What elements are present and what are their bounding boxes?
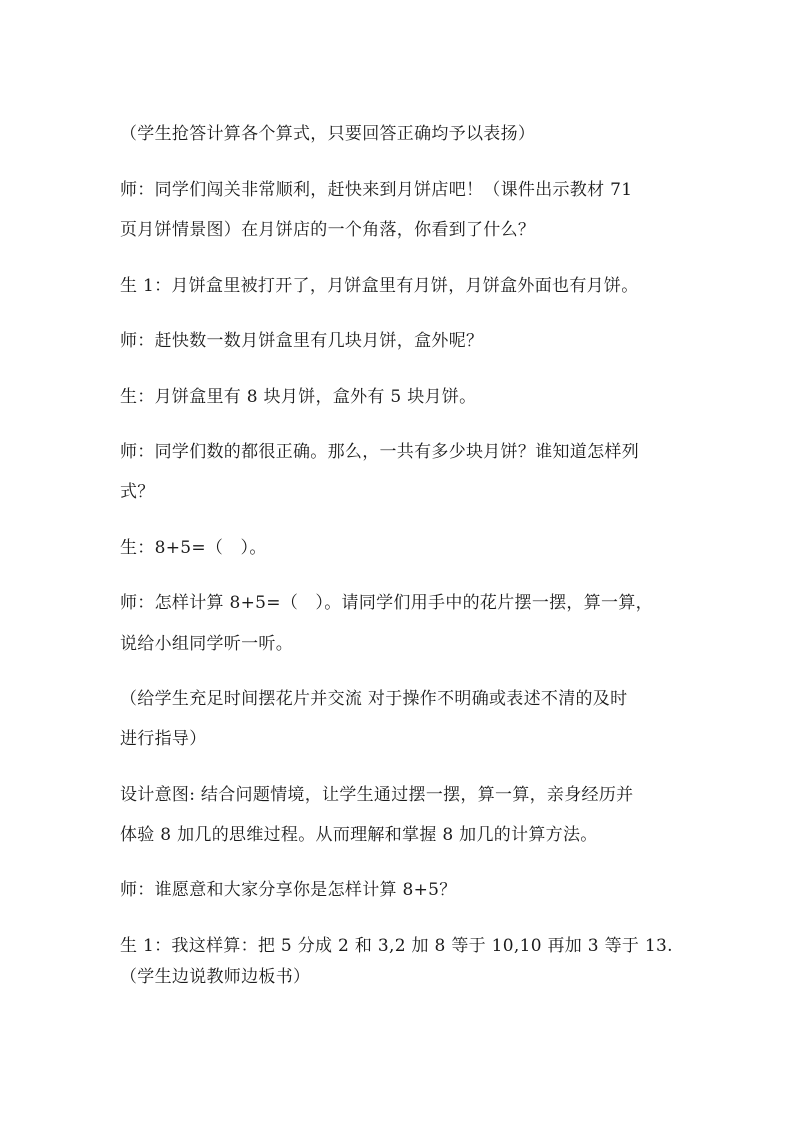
paragraph-student-answers-praise: （学生抢答计算各个算式，只要回答正确均予以表扬） (120, 124, 536, 144)
paragraph-teacher-total-question-line2: 式？ (120, 482, 155, 502)
paragraph-design-intent-line1: 设计意图: 结合问题情境，让学生通过摆一摆，算一算，亲身经历并 (120, 785, 634, 805)
paragraph-teacher-count-question: 师：赶快数一数月饼盒里有几块月饼，盒外呢？ (120, 331, 484, 351)
paragraph-teacher-mooncake-shop-line1: 师：同学们闯关非常顺利，赶快来到月饼店吧！（课件出示教材 71 (120, 180, 633, 200)
paragraph-teacher-share-question: 师：谁愿意和大家分享你是怎样计算 8+5？ (120, 880, 457, 900)
paragraph-student1-method: 生 1：我这样算：把 5 分成 2 和 3,2 加 8 等于 10,10 再加 3 等于 13. (120, 936, 673, 956)
paragraph-design-intent-line2: 体验 8 加几的思维过程。从而理解和掌握 8 加几的计算方法。 (120, 825, 598, 845)
paragraph-teacher-how-to-calc-line2: 说给小组同学听一听。 (120, 634, 293, 654)
paragraph-student-equation: 生：8+5=（ ）。 (120, 538, 267, 558)
paragraph-student1-observation: 生 1：月饼盒里被打开了，月饼盒里有月饼，月饼盒外面也有月饼。 (120, 276, 639, 296)
paragraph-activity-note-line1: （给学生充足时间摆花片并交流 对于操作不明确或表述不清的及时 (120, 689, 628, 709)
paragraph-student-count-answer: 生：月饼盒里有 8 块月饼，盒外有 5 块月饼。 (120, 387, 477, 407)
paragraph-activity-note-line2: 进行指导） (120, 729, 207, 749)
paragraph-teacher-total-question-line1: 师：同学们数的都很正确。那么，一共有多少块月饼？谁知道怎样列 (120, 442, 639, 462)
paragraph-board-note: （学生边说教师边板书） (120, 967, 311, 987)
paragraph-teacher-how-to-calc-line1: 师：怎样计算 8+5=（ ）。请同学们用手中的花片摆一摆，算一算， (120, 593, 653, 613)
paragraph-teacher-mooncake-shop-line2: 页月饼情景图）在月饼店的一个角落，你看到了什么？ (120, 220, 536, 240)
